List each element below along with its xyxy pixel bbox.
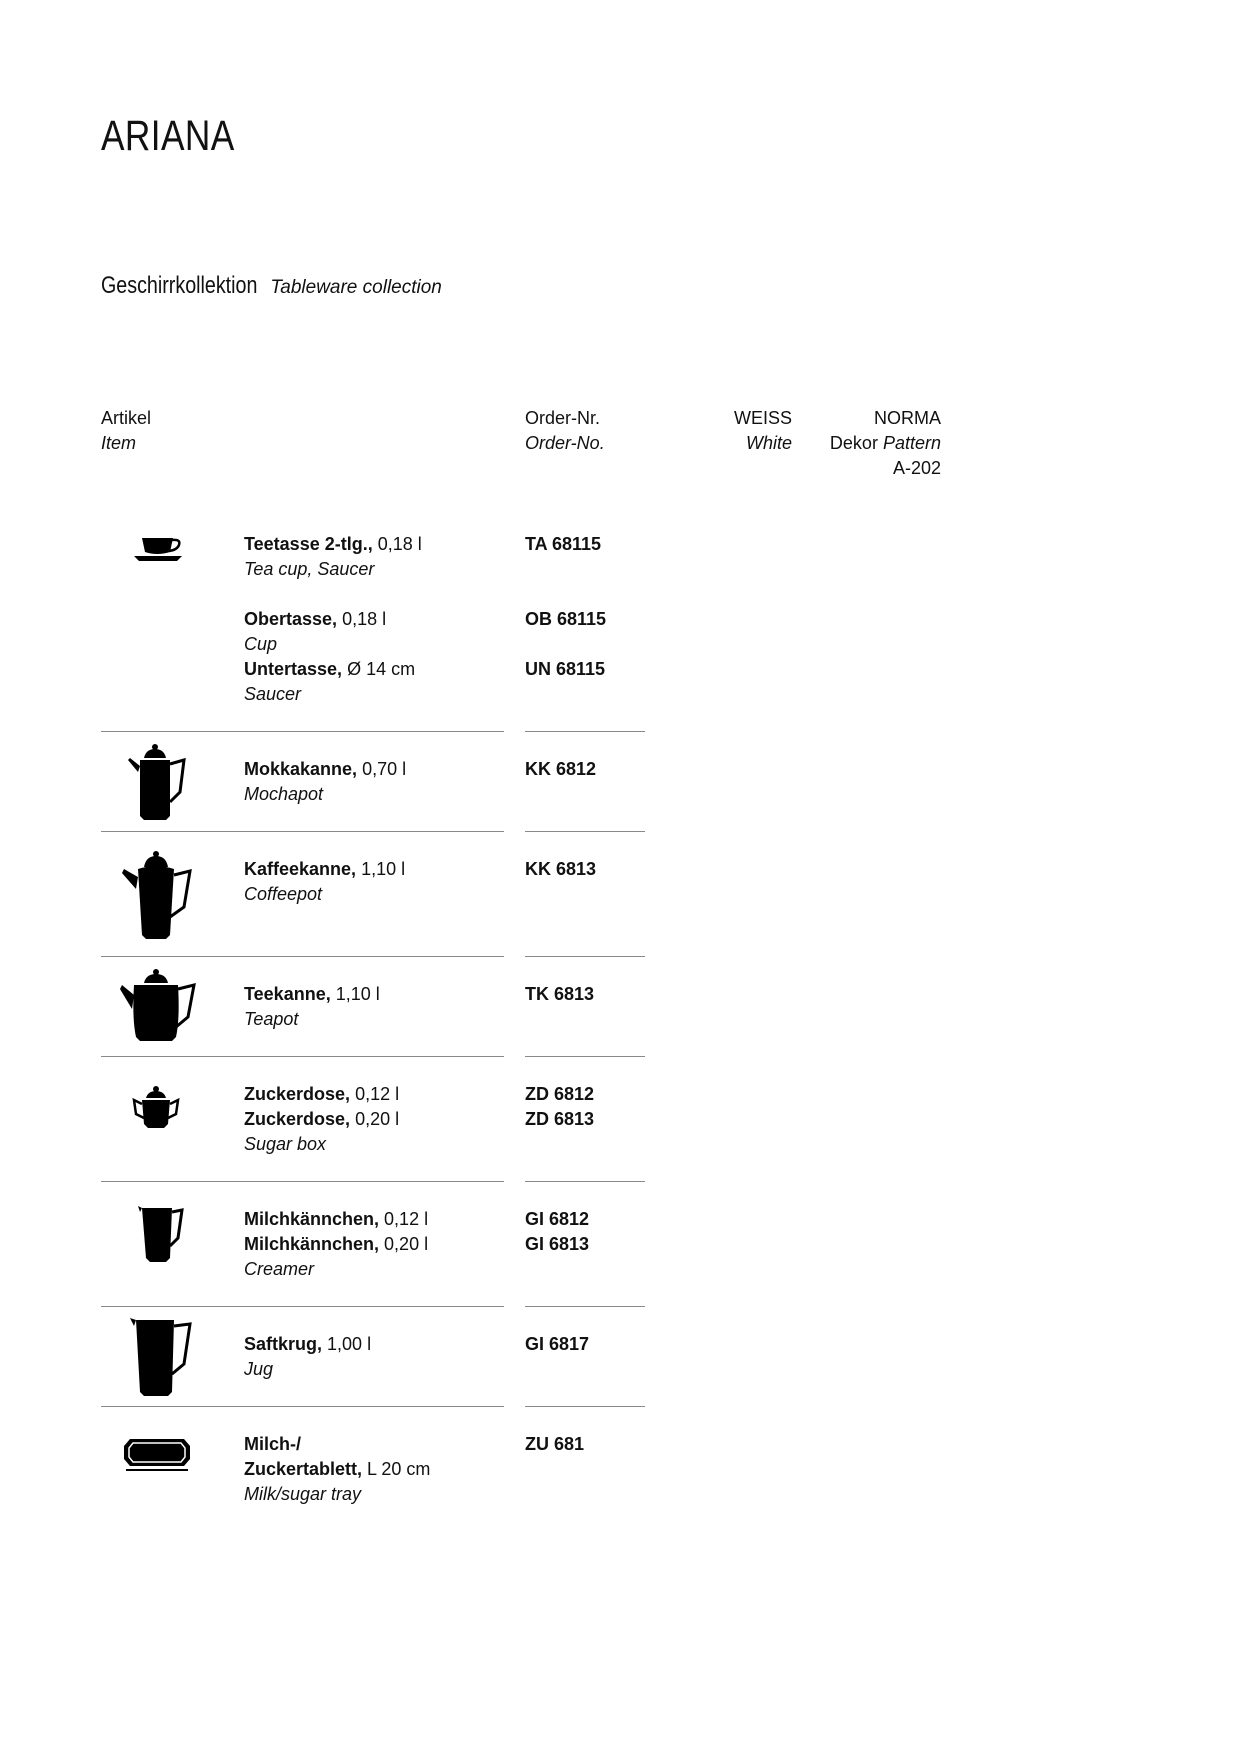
item-name: Kaffeekanne, bbox=[244, 859, 357, 879]
item-name: Zuckertablett, bbox=[244, 1459, 363, 1479]
item-name: Saftkrug, bbox=[244, 1334, 323, 1354]
item-en: Tea cup, Saucer bbox=[244, 559, 375, 579]
item-name: Milchkännchen, bbox=[244, 1234, 380, 1254]
item-kaffeekanne bbox=[244, 857, 405, 907]
creamer-icon bbox=[138, 1206, 184, 1262]
item-en: Sugar box bbox=[244, 1134, 327, 1154]
header-norma-code: A-202 bbox=[892, 458, 941, 478]
teacup-saucer-icon bbox=[133, 536, 183, 566]
subtitle-en: Tableware collection bbox=[270, 277, 442, 298]
item-size: L 20 cm bbox=[367, 1459, 431, 1479]
row-divider bbox=[525, 1406, 645, 1407]
order-number: OB 68115 bbox=[525, 609, 607, 629]
header-white-de: WEISS bbox=[733, 408, 792, 428]
header-norma-en: Pattern bbox=[882, 433, 941, 453]
header-white bbox=[700, 406, 792, 456]
header-order bbox=[525, 406, 605, 456]
row-divider bbox=[101, 956, 504, 957]
tray-icon bbox=[122, 1437, 192, 1473]
order-number: GI 6812 bbox=[525, 1209, 590, 1229]
item-name: Obertasse, bbox=[244, 609, 338, 629]
subtitle-de: Geschirrkollektion bbox=[101, 272, 258, 299]
row-divider bbox=[101, 1406, 504, 1407]
row-divider bbox=[525, 1306, 645, 1307]
item-size: 1,00 l bbox=[327, 1334, 372, 1354]
header-white-en: White bbox=[745, 433, 792, 453]
row-divider bbox=[525, 1056, 645, 1057]
item-name: Teetasse 2-tlg., bbox=[244, 534, 373, 554]
item-name: Zuckerdose, bbox=[244, 1109, 351, 1129]
order-number: TA 68115 bbox=[525, 534, 602, 554]
item-untertasse bbox=[244, 657, 415, 707]
item-size: 1,10 l bbox=[361, 859, 406, 879]
header-norma-de: NORMA bbox=[874, 408, 941, 428]
item-en: Milk/sugar tray bbox=[244, 1484, 362, 1504]
teapot-icon bbox=[118, 969, 196, 1041]
row-divider bbox=[525, 1181, 645, 1182]
page-subtitle bbox=[101, 272, 442, 300]
item-tablett bbox=[244, 1432, 430, 1507]
item-name: Untertasse, bbox=[244, 659, 343, 679]
item-size: 0,12 l bbox=[384, 1209, 429, 1229]
item-size: 0,18 l bbox=[377, 534, 422, 554]
item-zuckerdose bbox=[244, 1082, 399, 1157]
item-en: Coffeepot bbox=[244, 884, 323, 904]
header-order-de: Order-Nr. bbox=[525, 408, 601, 428]
item-name: Teekanne, bbox=[244, 984, 331, 1004]
jug-icon bbox=[130, 1318, 194, 1396]
item-name: Zuckerdose, bbox=[244, 1084, 351, 1104]
item-name: Milch-/ bbox=[244, 1434, 301, 1454]
order-number: KK 6812 bbox=[525, 759, 597, 779]
item-milchkaennchen bbox=[244, 1207, 428, 1282]
item-size: 0,12 l bbox=[355, 1084, 400, 1104]
header-item bbox=[101, 406, 151, 456]
item-name: Milchkännchen, bbox=[244, 1209, 380, 1229]
item-obertasse bbox=[244, 607, 386, 657]
item-en: Teapot bbox=[244, 1009, 299, 1029]
order-number: KK 6813 bbox=[525, 859, 597, 879]
item-en: Creamer bbox=[244, 1259, 315, 1279]
order-number: ZD 6812 bbox=[525, 1084, 595, 1104]
mochapot-icon bbox=[126, 744, 190, 820]
item-size: Ø 14 cm bbox=[347, 659, 416, 679]
item-size: 0,20 l bbox=[355, 1109, 400, 1129]
item-size: 0,70 l bbox=[362, 759, 407, 779]
row-divider bbox=[101, 731, 504, 732]
item-saftkrug bbox=[244, 1332, 371, 1382]
row-divider bbox=[101, 1306, 504, 1307]
row-divider bbox=[525, 731, 645, 732]
item-en: Cup bbox=[244, 634, 278, 654]
item-en: Jug bbox=[244, 1359, 274, 1379]
order-number: TK 6813 bbox=[525, 984, 595, 1004]
item-name: Mokkakanne, bbox=[244, 759, 358, 779]
coffeepot-icon bbox=[120, 851, 194, 939]
row-divider bbox=[101, 1056, 504, 1057]
page-title: ARIANA bbox=[101, 112, 235, 160]
item-mokkakanne bbox=[244, 757, 406, 807]
item-en: Saucer bbox=[244, 684, 302, 704]
order-number: GI 6813 bbox=[525, 1234, 590, 1254]
sugar-box-icon bbox=[132, 1086, 180, 1128]
item-en: Mochapot bbox=[244, 784, 324, 804]
header-norma bbox=[800, 406, 941, 481]
row-divider bbox=[525, 956, 645, 957]
order-number: UN 68115 bbox=[525, 659, 606, 679]
order-numbers bbox=[525, 1082, 594, 1132]
item-size: 0,18 l bbox=[342, 609, 387, 629]
order-number: ZD 6813 bbox=[525, 1109, 595, 1129]
row-divider bbox=[101, 1181, 504, 1182]
item-size: 1,10 l bbox=[335, 984, 380, 1004]
header-item-en: Item bbox=[101, 433, 137, 453]
order-numbers bbox=[525, 1207, 589, 1257]
item-teetasse bbox=[244, 532, 422, 582]
item-teekanne bbox=[244, 982, 380, 1032]
header-norma-prefix: Dekor bbox=[829, 433, 878, 453]
header-item-de: Artikel bbox=[101, 408, 152, 428]
header-order-en: Order-No. bbox=[525, 433, 605, 453]
item-size: 0,20 l bbox=[384, 1234, 429, 1254]
order-number: GI 6817 bbox=[525, 1334, 590, 1354]
row-divider bbox=[525, 831, 645, 832]
row-divider bbox=[101, 831, 504, 832]
order-number: ZU 681 bbox=[525, 1434, 585, 1454]
